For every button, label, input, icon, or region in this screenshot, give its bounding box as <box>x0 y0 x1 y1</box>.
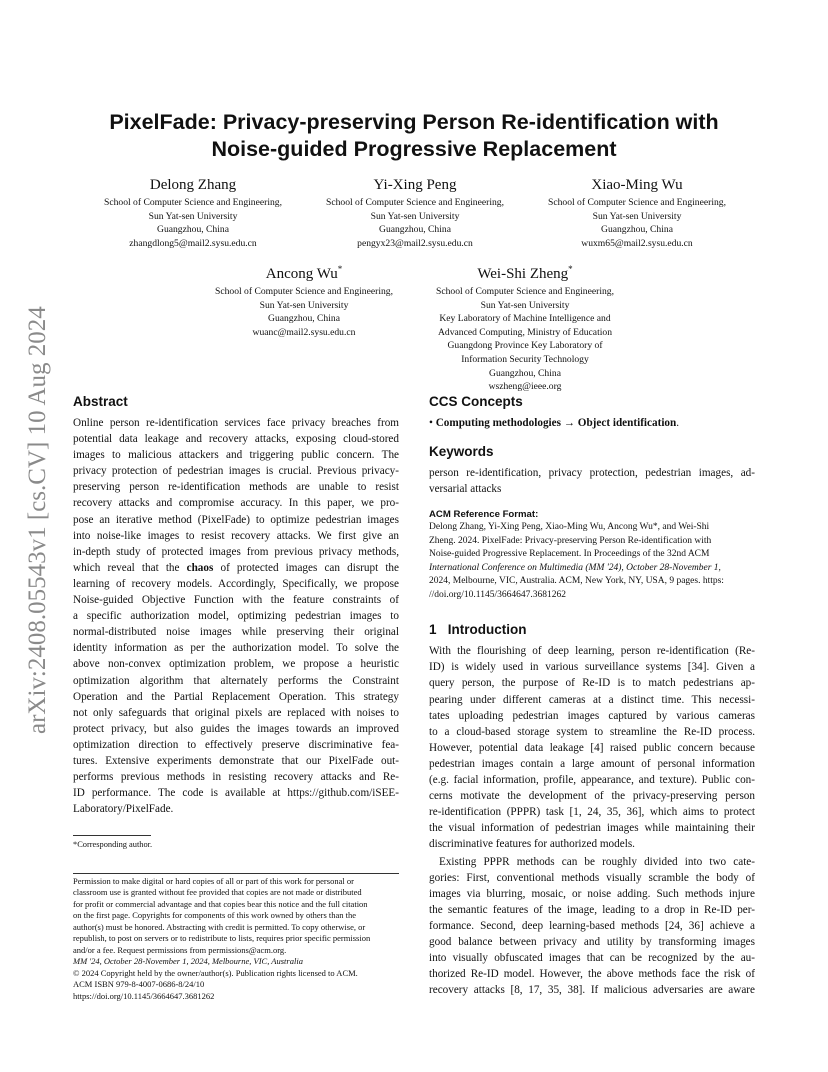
intro-heading <box>429 622 755 637</box>
abstract-line: a specific authorization model, optimizing pedestrian images to <box>73 610 399 623</box>
author-affiliation: School of Computer Science and Engineering, <box>215 286 393 297</box>
abstract-line: optimization algorithm that alternately performs the Constraint <box>73 674 399 687</box>
intro-paragraph-1 <box>429 643 755 852</box>
abstract-line: potential data leakage and recovery attacks, exposing cloud-stored <box>73 433 399 446</box>
intro-line: (e.g. facial information, profile, appearance, and texture). Public con- <box>429 774 755 787</box>
author-email: wuanc@mail2.sysu.edu.cn <box>252 326 356 338</box>
author-affiliation: Guangzhou, China <box>268 313 340 325</box>
ccs-heading: CCS Concepts <box>429 394 523 409</box>
permission-line: for profit or commercial advantage and that copies bear this notice and the full citation <box>73 898 368 909</box>
author-name: Delong Zhang <box>149 177 237 193</box>
abstract-line: protect privacy, but also guides the images towards an improved <box>73 722 399 735</box>
intro-line: tates uploading pedestrian images captured by various cameras <box>429 709 755 722</box>
intro-line: query person, the purpose of Re-ID is to match pedestrians ap- <box>429 677 755 690</box>
doi-link[interactable]: https://doi.org/10.1145/3664647.3681262 <box>73 990 215 1001</box>
abstract-line: performs previous methods in resisting recovery attacks and Re- <box>73 771 399 784</box>
acm-ref-line: International Conference on Multimedia (MM '24), October 28-November 1, <box>429 562 721 573</box>
intro-line: formance. Second, deep learning-based methods [24, 36] achieve a <box>429 919 755 932</box>
author-affiliation: Guangzhou, China <box>601 224 673 236</box>
abstract-line: Online person re-identification services face privacy breaches from <box>73 417 399 429</box>
keywords-heading: Keywords <box>429 444 494 460</box>
abstract-line: normal-distributed noise images while preserving their original <box>73 626 399 639</box>
abstract-line: identity information as per the authorization model. To solve the <box>73 642 399 655</box>
abstract-line: into noise-like images to resist recovery attacks. We first give an <box>73 529 399 542</box>
author-name: Xiao-Ming Wu <box>591 177 683 193</box>
abstract-line-chaos: which reveal that the chaos of protected images can disrupt the <box>73 561 399 574</box>
abstract-line: ID performance. The code is available at https://github.com/iSEE- <box>73 787 399 800</box>
abstract-line: recovery attacks and compromise accuracy. In this paper, we pro- <box>73 497 399 510</box>
author-affiliation: Sun Yat-sen University <box>370 210 460 222</box>
acm-ref-line: Zheng. 2024. PixelFade: Privacy-preserving Person Re-identification with <box>429 535 712 546</box>
acm-ref-line: 2024, Melbourne, VIC, Australia. ACM, New York, NY, USA, 9 pages. https: <box>429 576 724 587</box>
intro-line: recovery attacks [8, 17, 35, 38]. If malicious adversaries are aware <box>429 984 755 997</box>
intro-line: gories: First, conventional methods visually scramble the body of <box>429 871 755 884</box>
ccs-concepts <box>429 415 755 431</box>
intro-paragraph-2 <box>429 854 755 999</box>
intro-line: the semantic features of the image, leading to a drop in Re-ID per- <box>429 903 755 916</box>
acm-ref-heading: ACM Reference Format: <box>429 509 539 521</box>
footnote: *Corresponding author. <box>73 840 153 850</box>
abstract-column <box>73 394 399 1002</box>
intro-line: discriminative features for authorized models. <box>429 838 635 851</box>
keywords-line: person re-identification, privacy protection, pedestrian images, ad- <box>429 467 755 480</box>
section-title: Introduction <box>447 622 527 638</box>
permission-rule <box>73 873 399 874</box>
author-affiliation: School of Computer Science and Engineering, <box>548 197 726 208</box>
abstract-line: Laboratory/PixelFade. <box>73 803 174 816</box>
section-number: 1 <box>429 622 437 638</box>
author-affiliation: Sun Yat-sen University <box>592 210 682 222</box>
intro-line: images via blurring, mosaic, or noise adding. Such methods injure <box>429 887 755 900</box>
intro-line: However, potential data leakage [4] raised public concern because <box>429 741 755 754</box>
paper-title <box>60 109 768 163</box>
author-affiliation: School of Computer Science and Engineering, <box>436 286 614 297</box>
abstract-line: preserving person re-identification methods are unable to resist <box>73 481 399 494</box>
title-line-2: Noise-guided Progressive Replacement <box>211 137 617 161</box>
acm-ref-line: //doi.org/10.1145/3664647.3681262 <box>429 589 566 600</box>
author-email: pengyx23@mail2.sysu.edu.cn <box>357 237 473 249</box>
author-email: wuxm65@mail2.sysu.edu.cn <box>581 237 693 249</box>
author-block <box>184 260 424 339</box>
abstract-line: privacy protection of pedestrian images is crucial. Previous privacy- <box>73 465 399 478</box>
intro-line: ID) is widely used in various surveillance systems [34]. Given a <box>429 661 755 674</box>
permission-line: republish, to post on servers or to redistribute to lists, requires prior specific permission <box>73 933 371 944</box>
permission-line: classroom use is granted without fee provided that copies are not made or distributed <box>73 887 362 898</box>
author-name: Wei-Shi Zheng* <box>477 264 573 282</box>
copyright-line: © 2024 Copyright held by the owner/author(s). Publication rights licensed to ACM. <box>73 967 358 978</box>
author-email: wszheng@ieee.org <box>488 381 562 393</box>
author-affiliation: Guangdong Province Key Laboratory of <box>447 340 603 352</box>
abstract-line: above non-convex optimization problem, we propose a heuristic <box>73 658 399 671</box>
intro-line: good balance between privacy and utility by transforming images <box>429 935 755 948</box>
author-affiliation: School of Computer Science and Engineering, <box>326 197 504 208</box>
title-line-1: PixelFade: Privacy-preserving Person Re-identification with <box>109 110 719 134</box>
author-affiliation: School of Computer Science and Engineering, <box>104 197 282 208</box>
author-email: zhangdlong5@mail2.sysu.edu.cn <box>129 237 257 249</box>
acm-ref-body <box>429 521 755 602</box>
abstract-line: images to malicious attackers and triggering public concern. The <box>73 449 399 462</box>
arxiv-identifier: arXiv:2408.05543v1 [cs.CV] 10 Aug 2024 <box>24 306 51 734</box>
author-affiliation: Sun Yat-sen University <box>148 210 238 222</box>
ccs-period: . <box>676 417 680 429</box>
ccs-bullet: • <box>429 417 436 429</box>
conference-line: MM '24, October 28-November 1, 2024, Melbourne, VIC, Australia <box>73 956 303 967</box>
abstract-heading: Abstract <box>73 394 128 409</box>
abstract-line: pose an iterative method (PixelFade) to optimize pedestrian images <box>73 513 399 526</box>
intro-line: pedestrian images contain a large amount of personal information <box>429 757 755 770</box>
author-affiliation: Guangzhou, China <box>157 224 229 236</box>
intro-line: into visually obfuscated images that can be recognized by the au- <box>429 952 755 965</box>
author-affiliation: Guangzhou, China <box>489 367 561 379</box>
ccs-item: Computing methodologies → Object identification <box>435 417 677 429</box>
abstract-line: Noise-guided Objective Function with the feature constraints of <box>73 594 399 607</box>
intro-line: thorized Re-ID model. However, the above methods face the risk of <box>429 968 755 981</box>
keywords-body <box>429 465 755 497</box>
abstract-line: learning of recovery models. Accordingly, Specifically, we propose <box>73 577 399 590</box>
permission-line: author(s) must be honored. Abstracting with credit is permitted. To copy otherwise, or <box>73 921 366 932</box>
intro-line: With the flourishing of deep learning, person re-identification (Re- <box>429 645 755 658</box>
intro-line: to a cloud-based storage system to streamline the Re-ID process. <box>429 725 755 738</box>
author-block <box>517 176 757 250</box>
permission-line: on the first page. Copyrights for components of this work owned by others than the <box>73 910 357 921</box>
author-block <box>73 176 313 250</box>
author-block <box>405 260 645 394</box>
abstract-line: optimization direction to effectively preserve discriminative fea- <box>73 738 399 751</box>
author-affiliation: Information Security Technology <box>461 353 589 365</box>
author-name: Ancong Wu* <box>265 264 343 282</box>
abstract-body <box>73 415 399 817</box>
author-affiliation: Sun Yat-sen University <box>480 299 570 311</box>
permission-line: and/or a fee. Request permissions from permissions@acm.org. <box>73 944 287 955</box>
abstract-line: in-depth study of protected images from previous privacy methods, <box>73 545 399 558</box>
author-block <box>295 176 535 250</box>
intro-line: the visual information of pedestrian images while maintaining their <box>429 822 755 835</box>
author-affiliation: Advanced Computing, Ministry of Education <box>438 326 612 338</box>
footnote-rule <box>73 835 151 836</box>
intro-line: Existing PPPR methods can be roughly divided into two cate- <box>439 855 755 868</box>
acm-ref-line: Noise-guided Progressive Replacement. In Proceedings of the 32nd ACM <box>429 549 710 560</box>
author-affiliation: Key Laboratory of Machine Intelligence and <box>439 313 611 325</box>
author-name: Yi-Xing Peng <box>373 177 457 193</box>
isbn-line: ACM ISBN 979-8-4007-0686-8/24/10 <box>73 979 205 990</box>
keywords-line: versarial attacks <box>429 483 502 496</box>
intro-line: cerns motivate the development of the privacy-preserving person <box>429 790 755 803</box>
abstract-line: not only safeguards that original pixels are replaced with noises to <box>73 706 399 719</box>
acm-ref-line: Delong Zhang, Yi-Xing Peng, Xiao-Ming Wu, Ancong Wu*, and Wei-Shi <box>429 522 710 533</box>
abstract-line: Operation and the Partial Replacement Operation. This strategy <box>73 690 399 703</box>
intro-line: re-identification (PPPR) task [1, 24, 35, 36], which aims to protect <box>429 806 755 819</box>
permission-block <box>73 876 399 1003</box>
author-affiliation: Guangzhou, China <box>379 224 451 236</box>
right-column <box>429 394 755 998</box>
abstract-line: tures. Extensive experiments demonstrate that our PixelFade out- <box>73 754 399 767</box>
permission-line: Permission to make digital or hard copies of all or part of this work for personal or <box>73 875 354 886</box>
author-affiliation: Sun Yat-sen University <box>259 299 349 311</box>
intro-line: pearing under different cameras at a distinct time. This necessi- <box>429 693 755 706</box>
